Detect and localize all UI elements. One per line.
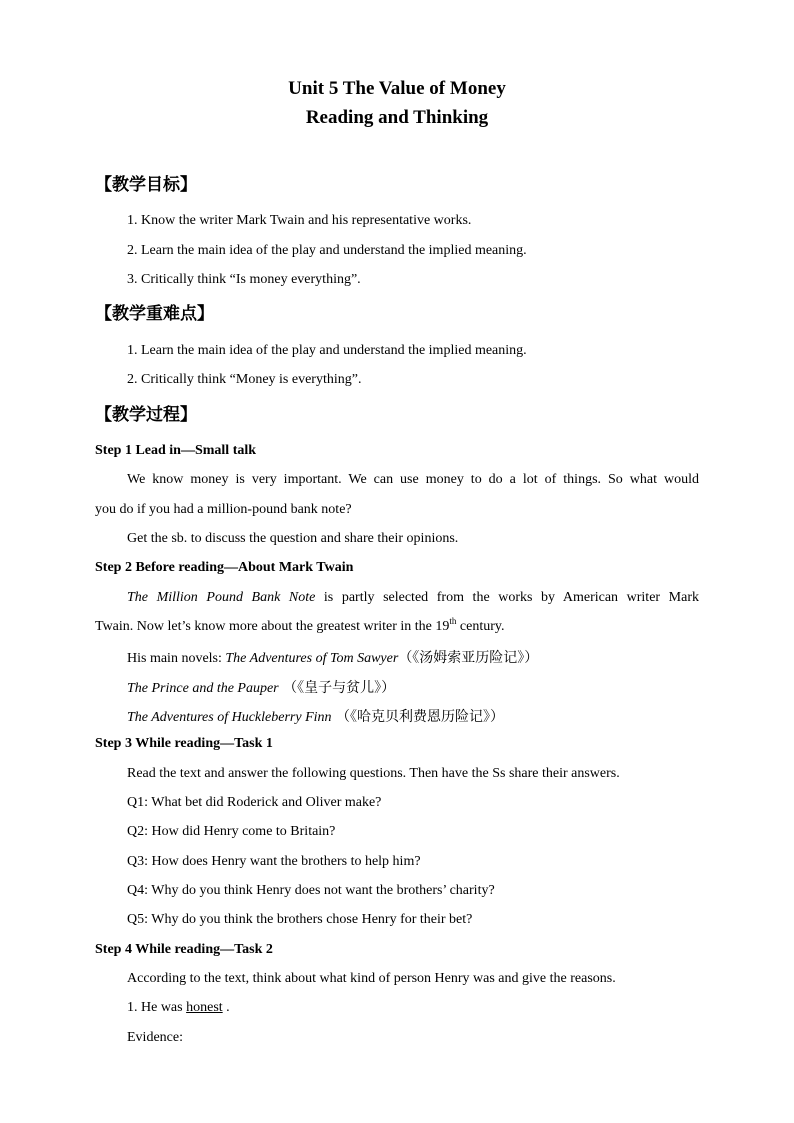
step2-paragraph-line-2 bbox=[95, 616, 699, 635]
superscript-th: th bbox=[449, 616, 457, 626]
step2-line2-text: Twain. Now let’s know more about the greatest writer in the 19 bbox=[95, 619, 450, 634]
question-3: Q3: How does Henry want the brothers to help him? bbox=[127, 854, 421, 869]
step3-intro: Read the text and answer the following questions. Then have the Ss share their answers. bbox=[127, 766, 620, 781]
step1-paragraph-line-2: you do if you had a million-pound bank note? bbox=[95, 502, 352, 517]
title-line-2: Reading and Thinking bbox=[305, 107, 489, 128]
novel-3-title: The Adventures of Huckleberry Finn bbox=[127, 710, 332, 725]
item-1-answer: honest bbox=[186, 1000, 223, 1015]
step2-paragraph-text: is partly selected from the works by American writer Mark bbox=[315, 590, 699, 605]
step4-intro: According to the text, think about what kind of person Henry was and give the reasons. bbox=[127, 971, 616, 986]
objective-item-3: 3. Critically think “Is money everything”. bbox=[127, 272, 361, 287]
novel-3-chinese: （《哈克贝利费恩历险记》） bbox=[331, 709, 504, 725]
step1-paragraph-2: Get the sb. to discuss the question and share their opinions. bbox=[127, 531, 459, 546]
objective-item-1: 1. Know the writer Mark Twain and his representative works. bbox=[127, 213, 472, 228]
novel-1-chinese: （《汤姆索亚历险记》） bbox=[398, 650, 539, 666]
key-points-heading: 【教学重难点】 bbox=[95, 304, 214, 324]
novels-line bbox=[127, 647, 538, 667]
process-heading: 【教学过程】 bbox=[95, 405, 197, 425]
step4-heading: Step 4 While reading—Task 2 bbox=[95, 942, 273, 957]
novel-3-line bbox=[127, 706, 504, 726]
evidence-label: Evidence: bbox=[127, 1030, 183, 1045]
novel-2-chinese: （《皇子与贫儿》） bbox=[278, 680, 396, 696]
novel-2-line bbox=[127, 677, 395, 697]
novels-label: His main novels: bbox=[127, 651, 226, 666]
title-line-1: Unit 5 The Value of Money bbox=[288, 78, 506, 99]
objectives-heading: 【教学目标】 bbox=[95, 175, 197, 195]
step3-heading: Step 3 While reading—Task 1 bbox=[95, 736, 273, 751]
question-1: Q1: What bet did Roderick and Oliver make? bbox=[127, 795, 382, 810]
step1-heading: Step 1 Lead in—Small talk bbox=[95, 443, 257, 458]
book-title-million-pound: The Million Pound Bank Note bbox=[127, 590, 316, 605]
objective-item-2: 2. Learn the main idea of the play and understand the implied meaning. bbox=[127, 243, 527, 258]
item-1-prefix: 1. He was bbox=[127, 1000, 187, 1015]
step2-paragraph-line-1 bbox=[127, 590, 699, 606]
key-point-item-1: 1. Learn the main idea of the play and understand the implied meaning. bbox=[127, 343, 527, 358]
question-2: Q2: How did Henry come to Britain? bbox=[127, 824, 336, 839]
question-4: Q4: Why do you think Henry does not want the brothers’ charity? bbox=[127, 883, 495, 898]
question-5: Q5: Why do you think the brothers chose Henry for their bet? bbox=[127, 912, 473, 927]
step2-heading: Step 2 Before reading—About Mark Twain bbox=[95, 560, 354, 575]
step2-line2-end: century. bbox=[456, 619, 505, 634]
key-point-item-2: 2. Critically think “Money is everything”. bbox=[127, 372, 362, 387]
novel-2-title: The Prince and the Pauper bbox=[127, 681, 279, 696]
item-1-suffix: . bbox=[222, 1000, 230, 1015]
novel-1-title: The Adventures of Tom Sawyer bbox=[225, 651, 399, 666]
step1-paragraph-line-1: We know money is very important. We can use money to do a lot of things. So what would bbox=[127, 472, 699, 487]
step4-item-1 bbox=[127, 1000, 230, 1016]
